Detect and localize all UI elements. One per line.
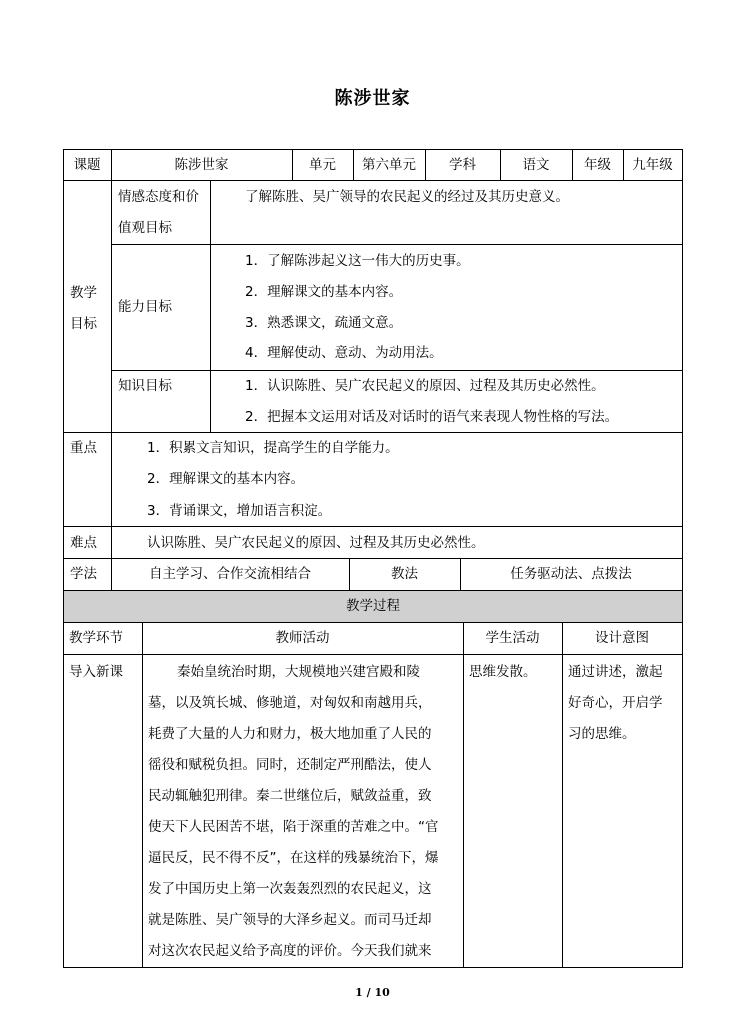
- teacher-line: 逼民反，民不得不反”，在这样的残暴统治下，爆: [148, 850, 439, 866]
- difficulty-text: 认识陈胜、吴广农民起义的原因、过程及其历史必然性。: [147, 535, 485, 551]
- grade-value: 九年级: [632, 157, 673, 173]
- knowledge-item: 1．认识陈胜、吴广农民起义的原因、过程及其历史必然性。: [245, 378, 605, 394]
- knowledge-label: 知识目标: [118, 378, 172, 394]
- course-value: 陈涉世家: [174, 157, 229, 173]
- teaching-method-value: 任务驱动法、点拨法: [510, 566, 632, 582]
- grade-label: 年级: [584, 157, 611, 173]
- stage-cell: 导入新课: [69, 664, 123, 680]
- course-label: 课题: [73, 157, 101, 173]
- ability-item: 3．熟悉课文，疏通文意。: [245, 315, 403, 331]
- key-point-item: 2．理解课文的基本内容。: [147, 471, 305, 487]
- ability-label: 能力目标: [118, 299, 172, 315]
- key-point-item: 3．背诵课文，增加语言积淀。: [147, 503, 332, 519]
- page-number: 1 / 10: [355, 986, 390, 999]
- column-header-intent: 设计意图: [595, 630, 649, 646]
- process-title: 教学过程: [346, 598, 400, 614]
- knowledge-item: 2．把握本文运用对话及对话时的语气来表现人物性格的写法。: [245, 409, 619, 425]
- teacher-line: 墓，以及筑长城、修驰道，对匈奴和南越用兵，: [148, 695, 432, 711]
- teacher-line: 民动辄触犯刑律。秦二世继位后，赋敛益重，致: [148, 788, 432, 804]
- unit-value: 第六单元: [362, 157, 416, 173]
- learning-method-label: 学法: [70, 566, 97, 582]
- column-header-teacher: 教师活动: [275, 630, 330, 646]
- emotion-label-line2: 值观目标: [118, 220, 172, 236]
- teacher-line: 对这次农民起义给予高度的评价。今天我们就来: [148, 943, 432, 959]
- teacher-line: 使天下人民困苦不堪，陷于深重的苦难之中。“官: [148, 819, 439, 835]
- difficulty-label: 难点: [70, 535, 97, 551]
- teaching-method-label: 教法: [391, 566, 418, 582]
- emotion-label-line1: 情感态度和价: [118, 189, 199, 205]
- objectives-label-line1: 教学: [70, 285, 97, 301]
- ability-item: 1．了解陈涉起义这一伟大的历史事。: [245, 253, 470, 269]
- student-activity-text: 思维发散。: [469, 664, 537, 680]
- page-title: 陈涉世家: [334, 88, 411, 109]
- intent-line: 好奇心，开启学: [568, 695, 663, 711]
- emotion-text: 了解陈胜、吴广领导的农民起义的经过及其历史意义。: [245, 189, 569, 205]
- teacher-line: 就是陈胜、吴广领导的大泽乡起义。而司马迁却: [148, 912, 432, 928]
- unit-label: 单元: [309, 157, 336, 173]
- teacher-line: 徭役和赋税负担。同时，还制定严刑酷法，使人: [148, 757, 432, 773]
- column-header-stage: 教学环节: [69, 630, 123, 646]
- key-point-item: 1．积累文言知识，提高学生的自学能力。: [147, 440, 399, 456]
- column-header-student: 学生活动: [485, 630, 540, 646]
- teacher-line: 秦始皇统治时期，大规模地兴建宫殿和陵: [177, 664, 420, 680]
- ability-item: 4．理解使动、意动、为动用法。: [245, 345, 443, 361]
- learning-method-value: 自主学习、合作交流相结合: [149, 566, 311, 582]
- subject-label: 学科: [449, 157, 476, 173]
- subject-value: 语文: [522, 157, 550, 173]
- objectives-label-line2: 目标: [70, 316, 97, 332]
- teacher-line: 耗费了大量的人力和财力，极大地加重了人民的: [148, 726, 432, 742]
- intent-line: 通过讲述，激起: [568, 664, 663, 680]
- key-points-label: 重点: [70, 440, 97, 456]
- intent-line: 习的思维。: [568, 726, 636, 742]
- ability-item: 2．理解课文的基本内容。: [245, 284, 403, 300]
- teacher-line: 发了中国历史上第一次轰轰烈烈的农民起义，这: [148, 881, 432, 897]
